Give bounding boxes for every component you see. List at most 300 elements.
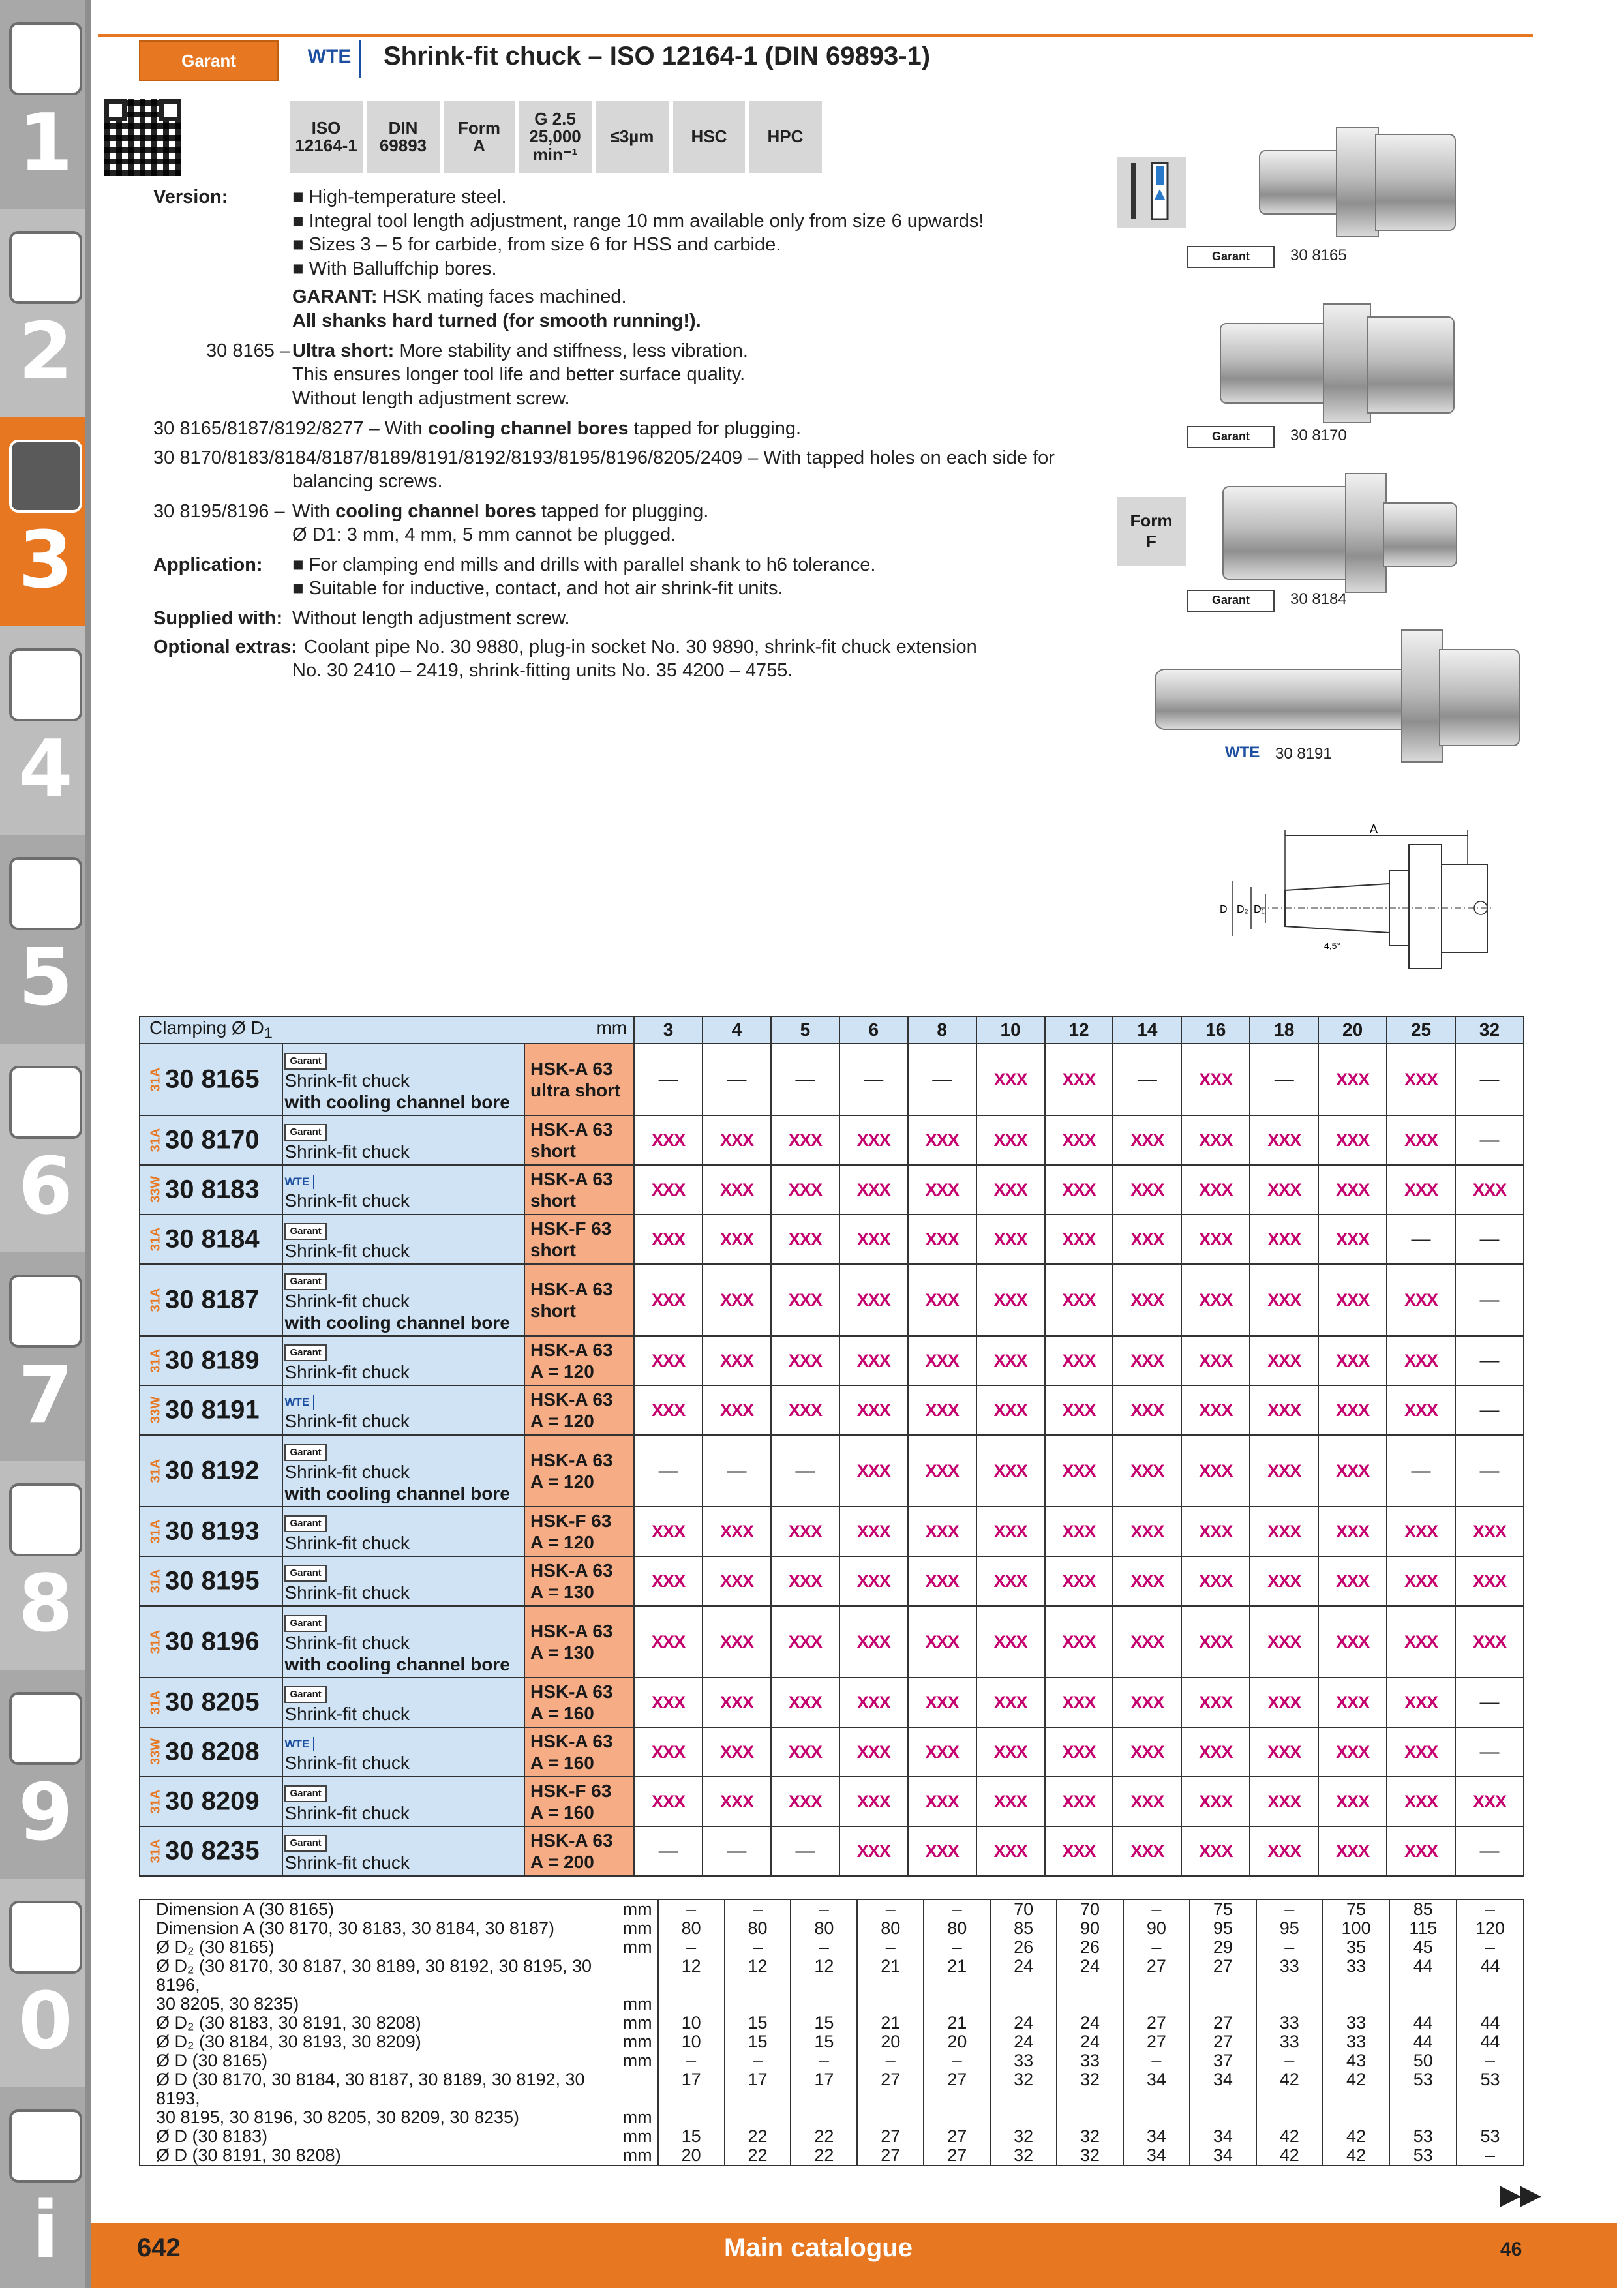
unavailable-cell: — <box>1455 1435 1524 1507</box>
availability-cell[interactable]: XXX <box>1181 1606 1250 1678</box>
group-code: 31A <box>148 1458 163 1483</box>
availability-cell[interactable]: XXX <box>1455 1606 1524 1678</box>
table-header-row <box>140 1016 1524 1044</box>
dimension-unit: mm <box>622 2032 652 2051</box>
dimension-value: 12 <box>791 1957 857 2014</box>
availability-cell[interactable]: XXX <box>1181 1507 1250 1556</box>
availability-cell[interactable]: XXX <box>1318 1385 1387 1435</box>
unavailable-cell: — <box>1455 1336 1524 1385</box>
form-f-letter: F <box>1146 532 1156 551</box>
chuck-taper <box>1383 502 1457 567</box>
feature-badge-text <box>380 119 427 155</box>
availability-cell[interactable]: XXX <box>1250 1336 1318 1385</box>
availability-cell[interactable]: XXX <box>634 1507 703 1556</box>
availability-cell[interactable]: XXX <box>1250 1215 1318 1264</box>
availability-cell[interactable]: XXX <box>703 1165 771 1215</box>
cooling-symbol-icon <box>1117 157 1186 228</box>
shank-type-cell <box>524 1336 634 1385</box>
availability-cell[interactable]: XXX <box>634 1556 703 1606</box>
article-number[interactable]: 30 8165 <box>165 1065 260 1094</box>
dimension-row <box>140 2032 1524 2051</box>
availability-cell[interactable]: XXX <box>1250 1606 1318 1678</box>
availability-cell[interactable]: XXX <box>1113 1336 1181 1385</box>
availability-cell[interactable]: XXX <box>1387 1826 1455 1876</box>
availability-cell[interactable]: XXX <box>634 1727 703 1777</box>
availability-cell[interactable]: XXX <box>1181 1264 1250 1336</box>
availability-cell[interactable]: XXX <box>976 1435 1045 1507</box>
shank-length: A = 120 <box>530 1532 594 1552</box>
availability-cell[interactable]: XXX <box>703 1556 771 1606</box>
chuck-taper <box>1367 316 1455 414</box>
availability-cell[interactable]: XXX <box>839 1826 908 1876</box>
availability-cell[interactable]: XXX <box>1113 1777 1181 1826</box>
availability-cell[interactable]: XXX <box>1387 1507 1455 1556</box>
availability-cell[interactable]: XXX <box>839 1336 908 1385</box>
availability-cell[interactable]: XXX <box>839 1606 908 1678</box>
availability-cell[interactable]: XXX <box>908 1435 976 1507</box>
article-number[interactable]: 30 8196 <box>165 1627 260 1656</box>
availability-cell[interactable]: XXX <box>1113 1215 1181 1264</box>
dimension-label-cell <box>140 1899 623 1919</box>
ultra-short-number: 30 8165 – <box>206 340 291 361</box>
article-number[interactable]: 30 8208 <box>165 1737 260 1766</box>
availability-cell[interactable]: XXX <box>839 1385 908 1435</box>
availability-cell[interactable]: XXX <box>1045 1606 1113 1678</box>
drill-icon <box>9 22 82 95</box>
availability-cell[interactable]: XXX <box>1045 1556 1113 1606</box>
shank-length: A = 160 <box>530 1753 594 1773</box>
group-code: 31A <box>148 1348 163 1373</box>
availability-cell[interactable]: XXX <box>1250 1435 1318 1507</box>
availability-cell[interactable]: XXX <box>908 1507 976 1556</box>
availability-cell[interactable]: XXX <box>976 1678 1045 1727</box>
availability-cell[interactable]: XXX <box>1387 1264 1455 1336</box>
dimension-value: – <box>1457 1899 1524 1919</box>
description-cell <box>282 1556 524 1606</box>
dimension-value: 27 <box>1190 1957 1256 2014</box>
availability-cell[interactable]: XXX <box>1387 1385 1455 1435</box>
article-number[interactable]: 30 8189 <box>165 1346 260 1375</box>
availability-cell[interactable]: XXX <box>976 1826 1045 1876</box>
dimension-label-cell <box>140 1957 623 2014</box>
chapter-tab[interactable] <box>0 626 91 835</box>
availability-cell[interactable]: XXX <box>1387 1777 1455 1826</box>
chapter-tab[interactable] <box>0 835 91 1044</box>
availability-cell[interactable]: XXX <box>1250 1556 1318 1606</box>
availability-cell[interactable]: XXX <box>1455 1556 1524 1606</box>
availability-cell[interactable]: XXX <box>771 1215 839 1264</box>
table-row <box>140 1336 1524 1385</box>
availability-cell[interactable]: XXX <box>976 1777 1045 1826</box>
chapter-number: 6 <box>18 1141 73 1232</box>
availability-cell[interactable]: XXX <box>1318 1435 1387 1507</box>
size-header: 6 <box>839 1016 908 1044</box>
availability-cell[interactable]: XXX <box>771 1507 839 1556</box>
dimension-value: 34 <box>1123 2127 1190 2146</box>
availability-cell[interactable]: XXX <box>1181 1044 1250 1115</box>
availability-cell[interactable]: XXX <box>976 1556 1045 1606</box>
dimension-value: 70 <box>1057 1899 1123 1919</box>
availability-cell[interactable]: XXX <box>1113 1606 1181 1678</box>
availability-cell[interactable]: XXX <box>908 1678 976 1727</box>
feature-badge-line: min⁻¹ <box>532 144 578 164</box>
availability-cell[interactable]: XXX <box>771 1165 839 1215</box>
availability-cell[interactable]: XXX <box>1250 1385 1318 1435</box>
description-line: Shrink-fit chuck <box>284 1141 410 1162</box>
availability-cell[interactable]: XXX <box>976 1215 1045 1264</box>
availability-cell[interactable]: XXX <box>1181 1556 1250 1606</box>
availability-cell[interactable]: XXX <box>771 1606 839 1678</box>
availability-cell[interactable]: XXX <box>1387 1115 1455 1165</box>
availability-cell[interactable]: XXX <box>1250 1678 1318 1727</box>
availability-cell[interactable]: XXX <box>771 1264 839 1336</box>
unavailable-cell: — <box>634 1044 703 1115</box>
availability-cell[interactable]: XXX <box>839 1215 908 1264</box>
next-page-icon[interactable]: ▶▶ <box>1500 2181 1541 2209</box>
unavailable-cell: — <box>1455 1264 1524 1336</box>
chapter-tab[interactable] <box>0 1879 91 2087</box>
availability-cell[interactable]: XXX <box>1387 1678 1455 1727</box>
availability-cell[interactable]: XXX <box>703 1115 771 1165</box>
description-line-bold: with cooling channel bore <box>284 1483 510 1503</box>
shank-type: HSK-A 63 <box>530 1621 613 1641</box>
availability-cell[interactable]: XXX <box>1387 1727 1455 1777</box>
dimension-label: Ø D₂ (30 8183, 30 8191, 30 8208) <box>156 2013 421 2032</box>
brand-line <box>284 1509 524 1532</box>
availability-cell[interactable]: XXX <box>634 1777 703 1826</box>
availability-cell[interactable]: XXX <box>1250 1826 1318 1876</box>
dimension-value: – <box>1123 1938 1190 1957</box>
availability-cell[interactable]: XXX <box>634 1678 703 1727</box>
availability-cell[interactable]: XXX <box>1113 1556 1181 1606</box>
availability-cell[interactable]: XXX <box>1250 1115 1318 1165</box>
availability-cell[interactable]: XXX <box>1181 1777 1250 1826</box>
chapter-tab[interactable] <box>0 1044 91 1252</box>
availability-cell[interactable]: XXX <box>634 1336 703 1385</box>
availability-cell[interactable]: XXX <box>1318 1115 1387 1165</box>
availability-cell[interactable]: XXX <box>908 1115 976 1165</box>
shank-type-cell <box>524 1115 634 1165</box>
availability-cell[interactable]: XXX <box>1181 1435 1250 1507</box>
availability-cell[interactable]: XXX <box>703 1606 771 1678</box>
unavailable-cell: — <box>771 1044 839 1115</box>
availability-cell[interactable]: XXX <box>976 1165 1045 1215</box>
dimension-value: 95 <box>1256 1919 1323 1938</box>
garant-mini-logo: Garant <box>284 1223 326 1240</box>
garant-note-label: GARANT: <box>292 286 378 307</box>
description-line: Shrink-fit chuck <box>284 1704 410 1724</box>
availability-cell[interactable]: XXX <box>1181 1215 1250 1264</box>
article-number[interactable]: 30 8235 <box>165 1836 260 1865</box>
availability-cell[interactable]: XXX <box>976 1606 1045 1678</box>
chapter-tab[interactable] <box>0 1461 91 1670</box>
chuck-flange <box>1401 629 1443 763</box>
feature-badge-line: A <box>473 136 485 155</box>
availability-cell[interactable]: XXX <box>703 1727 771 1777</box>
dimension-value: 15 <box>791 2032 857 2051</box>
article-number[interactable]: 30 8193 <box>165 1517 260 1546</box>
availability-cell[interactable]: XXX <box>703 1385 771 1435</box>
wte-caption-logo: WTE <box>1225 744 1260 761</box>
dimension-value: 120 <box>1457 1919 1524 1938</box>
availability-cell[interactable]: XXX <box>771 1556 839 1606</box>
group-code: 31A <box>148 1519 163 1544</box>
availability-cell[interactable]: XXX <box>1113 1385 1181 1435</box>
availability-cell[interactable]: XXX <box>908 1826 976 1876</box>
availability-cell[interactable]: XXX <box>1045 1385 1113 1435</box>
dimension-value: – <box>791 1899 857 1919</box>
availability-cell[interactable]: XXX <box>634 1215 703 1264</box>
availability-cell[interactable]: XXX <box>1181 1826 1250 1876</box>
availability-cell[interactable]: XXX <box>908 1556 976 1606</box>
availability-cell[interactable]: XXX <box>1113 1115 1181 1165</box>
chapter-tab[interactable] <box>0 417 91 626</box>
article-number[interactable]: 30 8191 <box>165 1395 260 1425</box>
chapter-tab[interactable] <box>0 209 91 417</box>
shank-type-cell <box>524 1826 634 1876</box>
size-header: 8 <box>908 1016 976 1044</box>
availability-cell[interactable]: XXX <box>771 1727 839 1777</box>
shanks-note: All shanks hard turned (for smooth running!). <box>292 310 701 331</box>
availability-cell[interactable]: XXX <box>1318 1507 1387 1556</box>
availability-cell[interactable]: XXX <box>703 1264 771 1336</box>
article-number[interactable]: 30 8184 <box>165 1224 260 1254</box>
shank-type: HSK-F 63 <box>530 1218 612 1239</box>
shank-type-cell <box>524 1385 634 1435</box>
ultra-short-note <box>292 340 748 362</box>
article-number[interactable]: 30 8192 <box>165 1456 260 1485</box>
availability-cell[interactable]: XXX <box>976 1507 1045 1556</box>
availability-cell[interactable]: XXX <box>908 1385 976 1435</box>
article-number[interactable]: 30 8195 <box>165 1566 260 1595</box>
image-caption: 30 8170 <box>1290 427 1347 444</box>
availability-cell[interactable]: XXX <box>908 1264 976 1336</box>
availability-cell[interactable]: XXX <box>1318 1777 1387 1826</box>
dimension-value: 22 <box>791 2127 857 2146</box>
article-number[interactable]: 30 8209 <box>165 1787 260 1816</box>
description-cell <box>282 1826 524 1876</box>
availability-cell[interactable]: XXX <box>1045 1435 1113 1507</box>
shank-type: HSK-A 63 <box>530 1682 613 1702</box>
availability-cell[interactable]: XXX <box>908 1165 976 1215</box>
availability-cell[interactable]: XXX <box>1318 1215 1387 1264</box>
chapter-tab[interactable] <box>0 1252 91 1461</box>
feature-badge-text <box>458 119 500 155</box>
clamping-header <box>140 1016 634 1044</box>
availability-cell[interactable]: XXX <box>1045 1165 1113 1215</box>
availability-cell[interactable]: XXX <box>839 1435 908 1507</box>
availability-cell[interactable]: XXX <box>1318 1336 1387 1385</box>
availability-cell[interactable]: XXX <box>1113 1264 1181 1336</box>
availability-cell[interactable]: XXX <box>1250 1264 1318 1336</box>
feature-badge-text <box>691 128 727 145</box>
description-cell <box>282 1215 524 1264</box>
availability-cell[interactable]: XXX <box>1045 1507 1113 1556</box>
availability-cell[interactable]: XXX <box>771 1336 839 1385</box>
availability-cell[interactable]: XXX <box>1250 1165 1318 1215</box>
availability-cell[interactable]: XXX <box>1387 1556 1455 1606</box>
availability-cell[interactable]: XXX <box>1113 1727 1181 1777</box>
dimension-label: Dimension A (30 8165) <box>156 1899 335 1919</box>
availability-cell[interactable]: XXX <box>1045 1215 1113 1264</box>
dimension-value: 20 <box>658 2146 725 2166</box>
availability-cell[interactable]: XXX <box>976 1727 1045 1777</box>
availability-cell[interactable]: XXX <box>1113 1678 1181 1727</box>
feature-badge-line: DIN <box>388 117 418 138</box>
application-line: ■ Suitable for inductive, contact, and hot air shrink-fit units. <box>292 578 783 599</box>
technical-drawing <box>1220 819 1533 975</box>
dimension-value: – <box>658 1938 725 1957</box>
availability-cell[interactable]: XXX <box>976 1336 1045 1385</box>
availability-cell[interactable]: XXX <box>1113 1826 1181 1876</box>
availability-cell[interactable]: XXX <box>1045 1678 1113 1727</box>
availability-cell[interactable]: XXX <box>634 1264 703 1336</box>
chapter-tab[interactable] <box>0 2087 91 2296</box>
availability-cell[interactable]: XXX <box>1045 1727 1113 1777</box>
garant-mini-logo: Garant <box>284 1444 326 1461</box>
availability-cell[interactable]: XXX <box>1387 1044 1455 1115</box>
garant-mini-logo: Garant <box>284 1053 326 1070</box>
article-number[interactable]: 30 8205 <box>165 1687 260 1717</box>
availability-cell[interactable]: XXX <box>703 1507 771 1556</box>
availability-cell[interactable]: XXX <box>1455 1507 1524 1556</box>
availability-cell[interactable]: XXX <box>1387 1606 1455 1678</box>
availability-cell[interactable]: XXX <box>1318 1556 1387 1606</box>
shank-length: A = 120 <box>530 1472 594 1492</box>
availability-cell[interactable]: XXX <box>703 1678 771 1727</box>
availability-cell[interactable]: XXX <box>976 1115 1045 1165</box>
feature-badge-text <box>611 128 654 145</box>
availability-cell[interactable]: XXX <box>839 1507 908 1556</box>
availability-cell[interactable]: XXX <box>1181 1115 1250 1165</box>
availability-cell[interactable]: XXX <box>1181 1165 1250 1215</box>
availability-cell[interactable]: XXX <box>908 1727 976 1777</box>
availability-cell[interactable]: XXX <box>839 1777 908 1826</box>
availability-cell[interactable]: XXX <box>1455 1777 1524 1826</box>
garant-mini-logo: Garant <box>284 1785 326 1802</box>
safety-glasses-icon <box>9 1901 82 1974</box>
description-line: Shrink-fit chuck <box>284 1753 410 1773</box>
group-code: 33W <box>148 1175 163 1203</box>
table-row <box>140 1826 1524 1876</box>
availability-cell[interactable]: XXX <box>703 1336 771 1385</box>
dimension-value: 42 <box>1323 2127 1390 2146</box>
availability-cell[interactable]: XXX <box>1045 1044 1113 1115</box>
availability-cell[interactable]: XXX <box>1318 1264 1387 1336</box>
chapter-tab[interactable] <box>0 1670 91 1879</box>
brand-line <box>284 1338 524 1361</box>
availability-cell[interactable]: XXX <box>634 1165 703 1215</box>
garant-note-text: HSK mating faces machined. <box>377 286 627 307</box>
shank-length: A = 130 <box>530 1582 594 1602</box>
availability-cell[interactable]: XXX <box>771 1678 839 1727</box>
availability-cell[interactable]: XXX <box>703 1215 771 1264</box>
availability-cell[interactable]: XXX <box>1318 1606 1387 1678</box>
availability-cell[interactable]: XXX <box>703 1777 771 1826</box>
availability-cell[interactable]: XXX <box>908 1215 976 1264</box>
availability-cell[interactable]: XXX <box>1387 1165 1455 1215</box>
availability-cell[interactable]: XXX <box>634 1115 703 1165</box>
availability-cell[interactable]: XXX <box>839 1165 908 1215</box>
availability-cell[interactable]: XXX <box>1250 1507 1318 1556</box>
description-cell <box>282 1385 524 1435</box>
availability-cell[interactable]: XXX <box>1045 1826 1113 1876</box>
availability-cell[interactable]: XXX <box>1250 1777 1318 1826</box>
dimension-value: 80 <box>791 1919 857 1938</box>
garant-logo <box>139 40 279 81</box>
wte-mini-logo: WTE <box>284 1737 314 1751</box>
availability-cell[interactable]: XXX <box>1387 1336 1455 1385</box>
table-row <box>140 1777 1524 1826</box>
feature-badge-text <box>768 128 804 145</box>
availability-cell[interactable]: XXX <box>976 1044 1045 1115</box>
availability-cell[interactable]: XXX <box>839 1264 908 1336</box>
availability-cell[interactable]: XXX <box>839 1115 908 1165</box>
availability-cell[interactable]: XXX <box>634 1385 703 1435</box>
availability-cell[interactable]: XXX <box>1113 1507 1181 1556</box>
group-code: 33W <box>148 1396 163 1423</box>
availability-cell[interactable]: XXX <box>1181 1678 1250 1727</box>
brand-line <box>284 1609 524 1632</box>
availability-cell[interactable]: XXX <box>1250 1727 1318 1777</box>
availability-cell[interactable]: XXX <box>634 1606 703 1678</box>
dimension-value: 34 <box>1123 2146 1190 2166</box>
availability-cell[interactable]: XXX <box>1318 1044 1387 1115</box>
chapter-tab[interactable] <box>0 0 91 209</box>
availability-cell[interactable]: XXX <box>1045 1264 1113 1336</box>
availability-cell[interactable]: XXX <box>839 1556 908 1606</box>
dimension-value: 34 <box>1190 2127 1256 2146</box>
availability-cell[interactable]: XXX <box>1113 1165 1181 1215</box>
availability-cell[interactable]: XXX <box>1045 1336 1113 1385</box>
availability-cell[interactable]: XXX <box>1318 1165 1387 1215</box>
availability-cell[interactable]: XXX <box>908 1336 976 1385</box>
article-number[interactable]: 30 8187 <box>165 1285 260 1314</box>
description-line: Shrink-fit chuck <box>284 1582 410 1603</box>
availability-cell[interactable]: XXX <box>839 1727 908 1777</box>
article-number[interactable]: 30 8183 <box>165 1175 260 1204</box>
dimension-value: – <box>857 2051 924 2070</box>
availability-cell[interactable]: XXX <box>771 1385 839 1435</box>
dimension-value: 44 <box>1389 2014 1457 2032</box>
article-number[interactable]: 30 8170 <box>165 1125 260 1155</box>
chapter-number: 8 <box>18 1559 73 1650</box>
availability-cell[interactable]: XXX <box>976 1385 1045 1435</box>
availability-cell[interactable]: XXX <box>1045 1115 1113 1165</box>
availability-cell[interactable]: XXX <box>908 1606 976 1678</box>
availability-cell[interactable]: XXX <box>1318 1678 1387 1727</box>
dimension-row <box>140 1957 1524 2014</box>
availability-cell[interactable]: XXX <box>976 1264 1045 1336</box>
shank-length: short <box>530 1301 576 1321</box>
availability-cell[interactable]: XXX <box>1045 1777 1113 1826</box>
availability-cell[interactable]: XXX <box>1181 1727 1250 1777</box>
qr-code-icon[interactable] <box>104 99 181 176</box>
article-number-cell <box>140 1336 282 1385</box>
availability-cell[interactable]: XXX <box>1318 1826 1387 1876</box>
garant-caption-logo <box>1187 246 1275 268</box>
availability-cell[interactable]: XXX <box>771 1777 839 1826</box>
availability-cell[interactable]: XXX <box>1181 1336 1250 1385</box>
availability-cell[interactable]: XXX <box>1318 1727 1387 1777</box>
availability-cell[interactable]: XXX <box>771 1115 839 1165</box>
availability-cell[interactable]: XXX <box>839 1678 908 1727</box>
availability-cell[interactable]: XXX <box>1181 1385 1250 1435</box>
availability-cell[interactable]: XXX <box>1113 1435 1181 1507</box>
availability-cell[interactable]: XXX <box>1455 1165 1524 1215</box>
availability-cell[interactable]: XXX <box>908 1777 976 1826</box>
shank-type: HSK-A 63 <box>530 1279 613 1299</box>
